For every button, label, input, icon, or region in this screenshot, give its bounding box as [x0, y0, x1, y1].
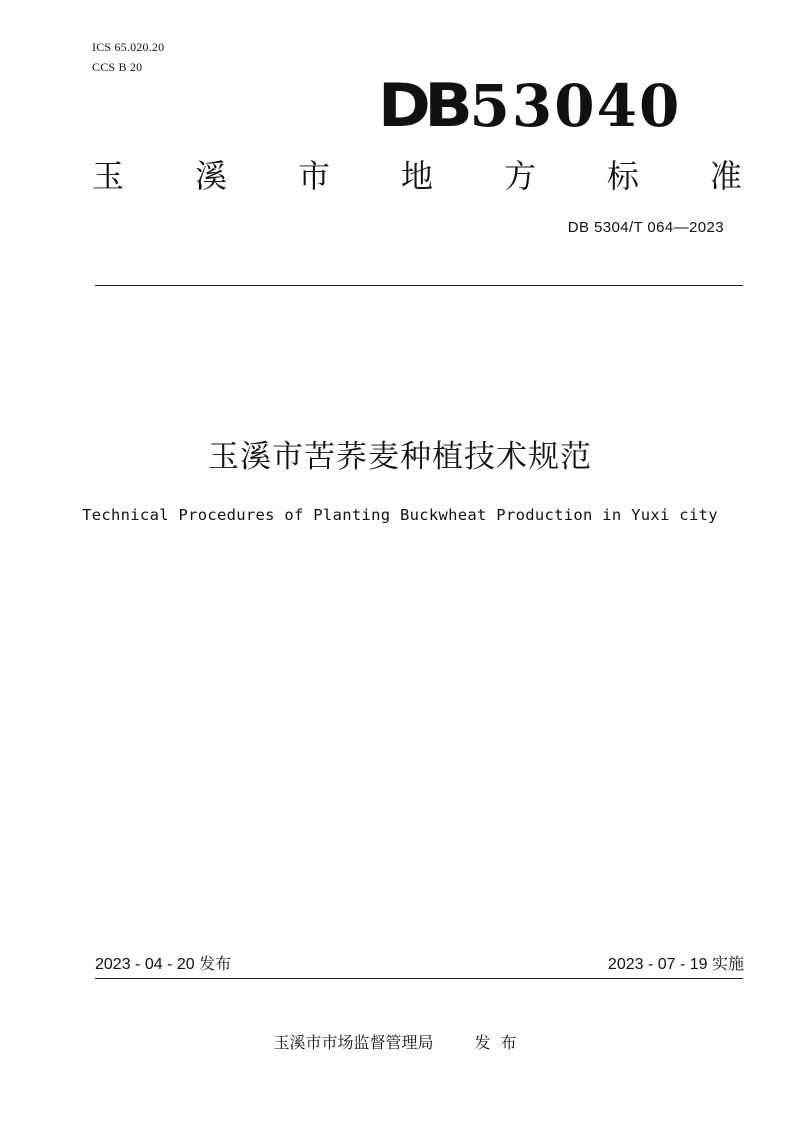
bottom-divider — [95, 978, 743, 979]
ics-code: ICS 65.020.20 — [92, 40, 165, 54]
top-divider — [95, 285, 743, 286]
standard-type-char: 玉 — [92, 157, 125, 195]
standard-number: DB 5304/T 064—2023 — [567, 219, 724, 236]
ccs-code: CCS B 20 — [92, 60, 143, 74]
standard-type-char: 准 — [709, 157, 742, 195]
standard-type-char: 标 — [606, 157, 639, 195]
db-mark: DB — [378, 71, 467, 141]
standard-type-char: 市 — [297, 157, 330, 195]
db-code: 53040 — [469, 72, 682, 140]
standard-type-char: 溪 — [194, 157, 227, 195]
standard-type-heading — [92, 155, 742, 197]
issue-date: 2023 - 04 - 20 发布 — [95, 956, 232, 973]
standard-type-char: 地 — [400, 157, 433, 195]
implementation-date: 2023 - 07 - 19 实施 — [607, 956, 744, 973]
db-standard-logo — [378, 71, 682, 141]
standard-type-char: 方 — [503, 157, 536, 195]
publisher-line — [0, 1032, 800, 1054]
document-title-en: Technical Procedures of Planting Buckwheat Production in Yuxi city — [82, 506, 718, 524]
document-title-cn: 玉溪市苦荞麦种植技术规范 — [208, 439, 592, 475]
publisher-name: 玉溪市市场监督管理局 — [273, 1033, 434, 1052]
publisher-action: 发布 — [474, 1033, 527, 1052]
